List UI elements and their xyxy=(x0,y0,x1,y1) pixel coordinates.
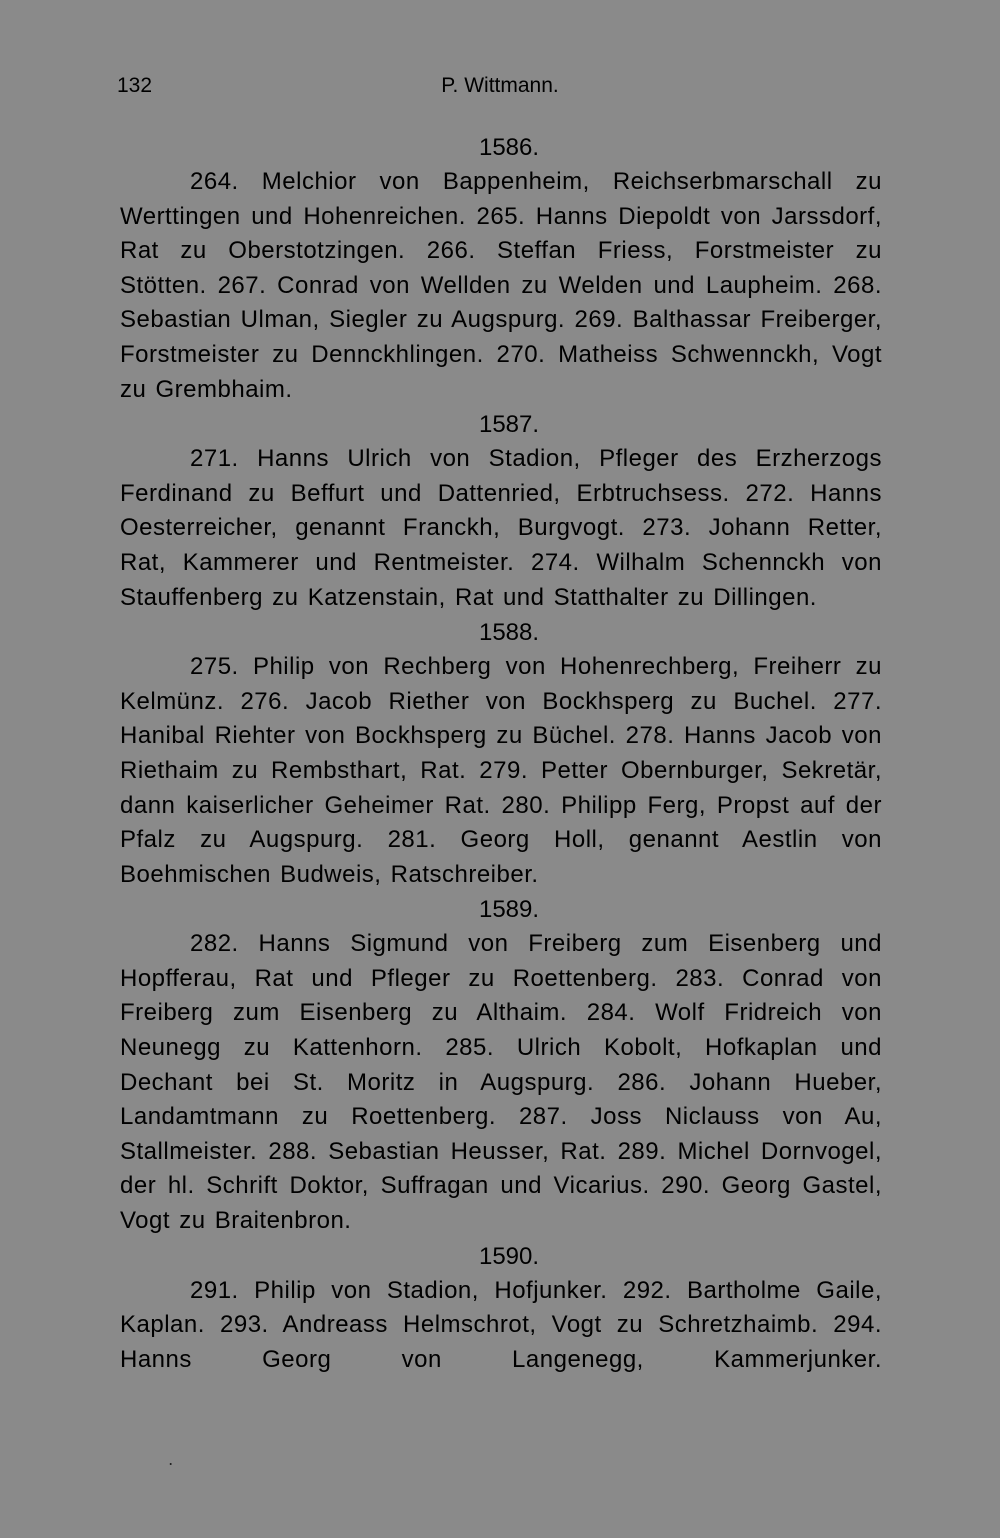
entry-paragraph-1590: 291. Philip von Stadion, Hofjunker. 292. Bartholme Gaile, Kaplan. 293. Andreass Helmschrot, Vogt zu Schretzhaimb. 294. Hanns Georg von Langenegg, Kammerjunker. xyxy=(120,1276,882,1373)
page-number: 132 xyxy=(117,74,153,97)
entry-paragraph-1589: 282. Hanns Sigmund von Freiberg zum Eisenberg und Hopfferau, Rat und Pfleger zu Roettenberg. 283. Conrad von Freiberg zum Eisenberg zu Althaim. 284. Wolf Fridreich von Neunegg zu Kattenhorn. 285. Ulrich Kobolt, Hofkaplan und Dechant bei St. Moritz in Augspurg. 286. Johann Hueber, Landamtmann zu Roettenberg. 287. Joss Niclauss von Au, Stallmeister. 288. Sebastian Heusser, Rat. 289. Michel Dornvogel, der hl. Schrift Doktor, Suffragan und Vicarius. 290. Georg Gastel, Vogt zu Braitenbron. xyxy=(120,930,882,1235)
year-heading-1586: 1586. xyxy=(478,134,540,161)
entry-paragraph-1588: 275. Philip von Rechberg von Hohenrechberg, Freiherr zu Kelmünz. 276. Jacob Riether von Bockhsperg zu Buchel. 277. Hanibal Riehter von Bockhsperg zu Büchel. 278. Hanns Jacob von Riethaim zu Rembsthart, Rat. 279. Petter Obernburger, Sekretär, dann kaiserlicher Geheimer Rat. 280. Philipp Ferg, Propst auf der Pfalz zu Augspurg. 281. Georg Holl, genannt Aestlin von Boehmischen Budweis, Ratschreiber. xyxy=(120,653,882,888)
year-heading-1590: 1590. xyxy=(478,1242,540,1270)
year-heading-1588: 1588. xyxy=(478,619,540,647)
year-heading-1589: 1589. xyxy=(478,896,540,924)
year-heading-1587: 1587. xyxy=(478,411,540,439)
running-head: P. Wittmann. xyxy=(441,74,559,97)
entry-paragraph-1586: 264. Melchior von Bappenheim, Reichserbmarschall zu Werttingen und Hohenreichen. 265. Hanns Diepoldt von Jarssdorf, Rat zu Oberstotzingen. 266. Steffan Friess, Forstmeister zu Stötten. 267. Conrad von Wellden zu Welden und Laupheim. 268. Sebastian Ulman, Siegler zu Augspurg. 269. Balthassar Freiberger, Forstmeister zu Dennckhlingen. 270. Matheiss Schwennckh, Vogt zu Grembhaim. xyxy=(120,168,882,403)
page-body xyxy=(120,130,882,1377)
entry-paragraph-1587: 271. Hanns Ulrich von Stadion, Pfleger des Erzherzogs Ferdinand zu Beffurt und Dattenried, Erbtruchsess. 272. Hanns Oesterreicher, genannt Franckh, Burgvogt. 273. Johann Retter, Rat, Kammerer und Rentmeister. 274. Wilhalm Schennckh von Stauffenberg zu Katzenstain, Rat und Statthalter zu Dillingen. xyxy=(120,445,882,611)
scan-speck: ․ xyxy=(168,1452,174,1469)
